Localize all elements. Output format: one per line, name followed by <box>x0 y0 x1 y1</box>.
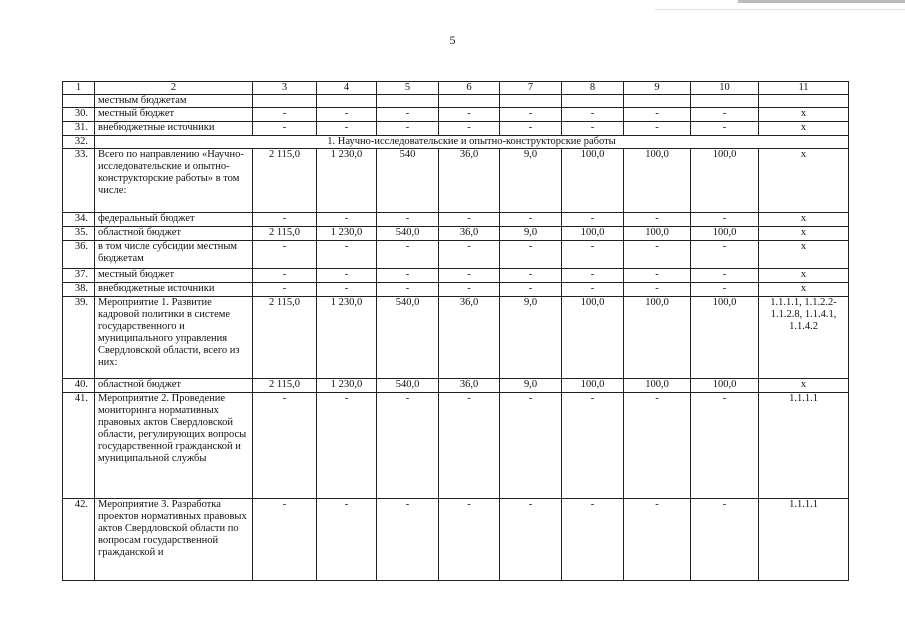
row-name: в том числе субсидии местным бюджетам <box>95 241 253 269</box>
value-cell: - <box>624 241 691 269</box>
value-cell <box>624 95 691 108</box>
value-cell: 540,0 <box>377 227 439 241</box>
value-cell: 36,0 <box>439 297 500 379</box>
row-name: Мероприятие 3. Разработка проектов нормативных правовых актов Свердловской области по вопросам государственной гражданской и <box>95 499 253 581</box>
row-number: 39. <box>63 297 95 379</box>
row-name: федеральный бюджет <box>95 213 253 227</box>
row-number: 30. <box>63 108 95 122</box>
row-name: Всего по направлению «Научно-исследовательские и опытно-конструкторские работы» в том числе: <box>95 149 253 213</box>
value-cell: - <box>253 213 317 227</box>
value-cell: - <box>317 393 377 499</box>
value-cell: 100,0 <box>624 227 691 241</box>
row-name: Мероприятие 1. Развитие кадровой политики в системе государственного и муниципального управления Свердловской области, всего из них: <box>95 297 253 379</box>
value-cell: - <box>439 241 500 269</box>
value-cell <box>377 95 439 108</box>
value-cell: - <box>500 108 562 122</box>
table-row <box>63 213 849 227</box>
row-name: местный бюджет <box>95 269 253 283</box>
value-cell: - <box>253 108 317 122</box>
value-cell <box>253 95 317 108</box>
value-cell: - <box>691 393 759 499</box>
header-cell: 2 <box>95 82 253 95</box>
target-indicator-cell: х <box>759 108 849 122</box>
value-cell: - <box>500 393 562 499</box>
value-cell: 36,0 <box>439 149 500 213</box>
value-cell: - <box>624 499 691 581</box>
table-row <box>63 379 849 393</box>
target-indicator-cell: х <box>759 122 849 136</box>
value-cell: 100,0 <box>624 379 691 393</box>
value-cell: - <box>317 122 377 136</box>
target-indicator-cell <box>759 95 849 108</box>
value-cell: 100,0 <box>562 227 624 241</box>
target-indicator-cell: х <box>759 241 849 269</box>
value-cell: - <box>691 213 759 227</box>
value-cell: - <box>562 108 624 122</box>
value-cell: - <box>562 499 624 581</box>
header-cell: 11 <box>759 82 849 95</box>
value-cell: 100,0 <box>691 297 759 379</box>
target-indicator-cell: 1.1.1.1 <box>759 393 849 499</box>
row-name: внебюджетные источники <box>95 122 253 136</box>
value-cell: 100,0 <box>691 149 759 213</box>
value-cell: - <box>253 283 317 297</box>
value-cell: - <box>500 213 562 227</box>
value-cell: - <box>562 122 624 136</box>
value-cell: - <box>439 283 500 297</box>
row-number: 35. <box>63 227 95 241</box>
target-indicator-cell: х <box>759 269 849 283</box>
value-cell: 100,0 <box>624 149 691 213</box>
value-cell: - <box>624 213 691 227</box>
value-cell: 540,0 <box>377 379 439 393</box>
value-cell: - <box>624 108 691 122</box>
row-number: 33. <box>63 149 95 213</box>
value-cell <box>562 95 624 108</box>
table-row <box>63 122 849 136</box>
row-number: 41. <box>63 393 95 499</box>
value-cell: 100,0 <box>562 149 624 213</box>
row-number: 40. <box>63 379 95 393</box>
value-cell: 2 115,0 <box>253 227 317 241</box>
value-cell: - <box>377 283 439 297</box>
table-row <box>63 283 849 297</box>
row-name: местным бюджетам <box>95 95 253 108</box>
row-name: областной бюджет <box>95 379 253 393</box>
value-cell: 9,0 <box>500 149 562 213</box>
value-cell: - <box>377 269 439 283</box>
value-cell: - <box>317 283 377 297</box>
row-number: 32. <box>63 136 95 149</box>
value-cell: 2 115,0 <box>253 297 317 379</box>
value-cell: - <box>253 241 317 269</box>
value-cell: - <box>377 122 439 136</box>
row-name: областной бюджет <box>95 227 253 241</box>
value-cell: - <box>624 283 691 297</box>
value-cell: - <box>317 499 377 581</box>
value-cell: - <box>439 393 500 499</box>
table-row <box>63 269 849 283</box>
table-row <box>63 108 849 122</box>
row-number: 38. <box>63 283 95 297</box>
table-row <box>63 241 849 269</box>
table-row <box>63 499 849 581</box>
header-cell: 4 <box>317 82 377 95</box>
row-name: Мероприятие 2. Проведение мониторинга нормативных правовых актов Свердловской области, регулирующих вопросы государственной гражданской и муниципальной службы <box>95 393 253 499</box>
value-cell: - <box>439 499 500 581</box>
value-cell: - <box>624 269 691 283</box>
value-cell: 36,0 <box>439 379 500 393</box>
value-cell: 100,0 <box>624 297 691 379</box>
value-cell: - <box>691 108 759 122</box>
row-number: 36. <box>63 241 95 269</box>
value-cell: - <box>691 269 759 283</box>
value-cell: - <box>691 499 759 581</box>
scan-edge-line-faint <box>655 9 905 10</box>
target-indicator-cell: х <box>759 213 849 227</box>
target-indicator-cell: х <box>759 149 849 213</box>
value-cell: - <box>500 269 562 283</box>
header-cell: 3 <box>253 82 317 95</box>
table-row <box>63 95 849 108</box>
value-cell: - <box>500 122 562 136</box>
value-cell: - <box>317 241 377 269</box>
row-number <box>63 95 95 108</box>
value-cell: 9,0 <box>500 379 562 393</box>
value-cell: - <box>691 241 759 269</box>
target-indicator-cell: х <box>759 227 849 241</box>
value-cell: - <box>439 213 500 227</box>
target-indicator-cell: 1.1.1.1 <box>759 499 849 581</box>
value-cell: 100,0 <box>562 379 624 393</box>
row-name: внебюджетные источники <box>95 283 253 297</box>
value-cell: - <box>253 269 317 283</box>
value-cell: 2 115,0 <box>253 149 317 213</box>
value-cell: 9,0 <box>500 227 562 241</box>
row-number: 37. <box>63 269 95 283</box>
value-cell <box>317 95 377 108</box>
value-cell <box>439 95 500 108</box>
value-cell: - <box>377 108 439 122</box>
scan-edge-line <box>738 0 905 3</box>
row-name: местный бюджет <box>95 108 253 122</box>
value-cell: - <box>377 241 439 269</box>
value-cell: - <box>562 241 624 269</box>
header-row <box>63 82 849 95</box>
value-cell: - <box>317 213 377 227</box>
value-cell: - <box>317 108 377 122</box>
page-number: 5 <box>449 33 456 47</box>
row-number: 34. <box>63 213 95 227</box>
value-cell: - <box>500 241 562 269</box>
target-indicator-cell: х <box>759 379 849 393</box>
value-cell: - <box>439 122 500 136</box>
value-cell: - <box>691 122 759 136</box>
value-cell: - <box>377 393 439 499</box>
table-row <box>63 297 849 379</box>
value-cell: - <box>691 283 759 297</box>
value-cell: - <box>562 269 624 283</box>
table-row <box>63 136 849 149</box>
value-cell: 100,0 <box>691 227 759 241</box>
value-cell: 540,0 <box>377 297 439 379</box>
header-cell: 8 <box>562 82 624 95</box>
value-cell: 100,0 <box>691 379 759 393</box>
row-number: 31. <box>63 122 95 136</box>
target-indicator-cell: х <box>759 283 849 297</box>
table-row <box>63 227 849 241</box>
value-cell: - <box>562 283 624 297</box>
value-cell: - <box>624 393 691 499</box>
value-cell: - <box>562 213 624 227</box>
value-cell: 1 230,0 <box>317 379 377 393</box>
budget-table <box>62 81 849 581</box>
header-cell: 10 <box>691 82 759 95</box>
value-cell: - <box>253 499 317 581</box>
header-cell: 5 <box>377 82 439 95</box>
value-cell: 540 <box>377 149 439 213</box>
value-cell: - <box>439 269 500 283</box>
header-cell: 7 <box>500 82 562 95</box>
value-cell: - <box>377 213 439 227</box>
header-cell: 1 <box>63 82 95 95</box>
value-cell: - <box>500 283 562 297</box>
header-cell: 6 <box>439 82 500 95</box>
header-cell: 9 <box>624 82 691 95</box>
value-cell: 1 230,0 <box>317 149 377 213</box>
value-cell: 2 115,0 <box>253 379 317 393</box>
value-cell: - <box>562 393 624 499</box>
value-cell: - <box>317 269 377 283</box>
value-cell: 36,0 <box>439 227 500 241</box>
value-cell: - <box>377 499 439 581</box>
value-cell: 9,0 <box>500 297 562 379</box>
section-title: 1. Научно-исследовательские и опытно-конструкторские работы <box>95 136 849 149</box>
row-number: 42. <box>63 499 95 581</box>
value-cell: 100,0 <box>562 297 624 379</box>
value-cell: - <box>253 122 317 136</box>
value-cell: - <box>253 393 317 499</box>
table-row <box>63 393 849 499</box>
value-cell: - <box>439 108 500 122</box>
value-cell <box>691 95 759 108</box>
value-cell <box>500 95 562 108</box>
target-indicator-cell: 1.1.1.1, 1.1.2.2-1.1.2.8, 1.1.4.1, 1.1.4.2 <box>759 297 849 379</box>
value-cell: - <box>624 122 691 136</box>
value-cell: - <box>500 499 562 581</box>
table-row <box>63 149 849 213</box>
value-cell: 1 230,0 <box>317 227 377 241</box>
value-cell: 1 230,0 <box>317 297 377 379</box>
